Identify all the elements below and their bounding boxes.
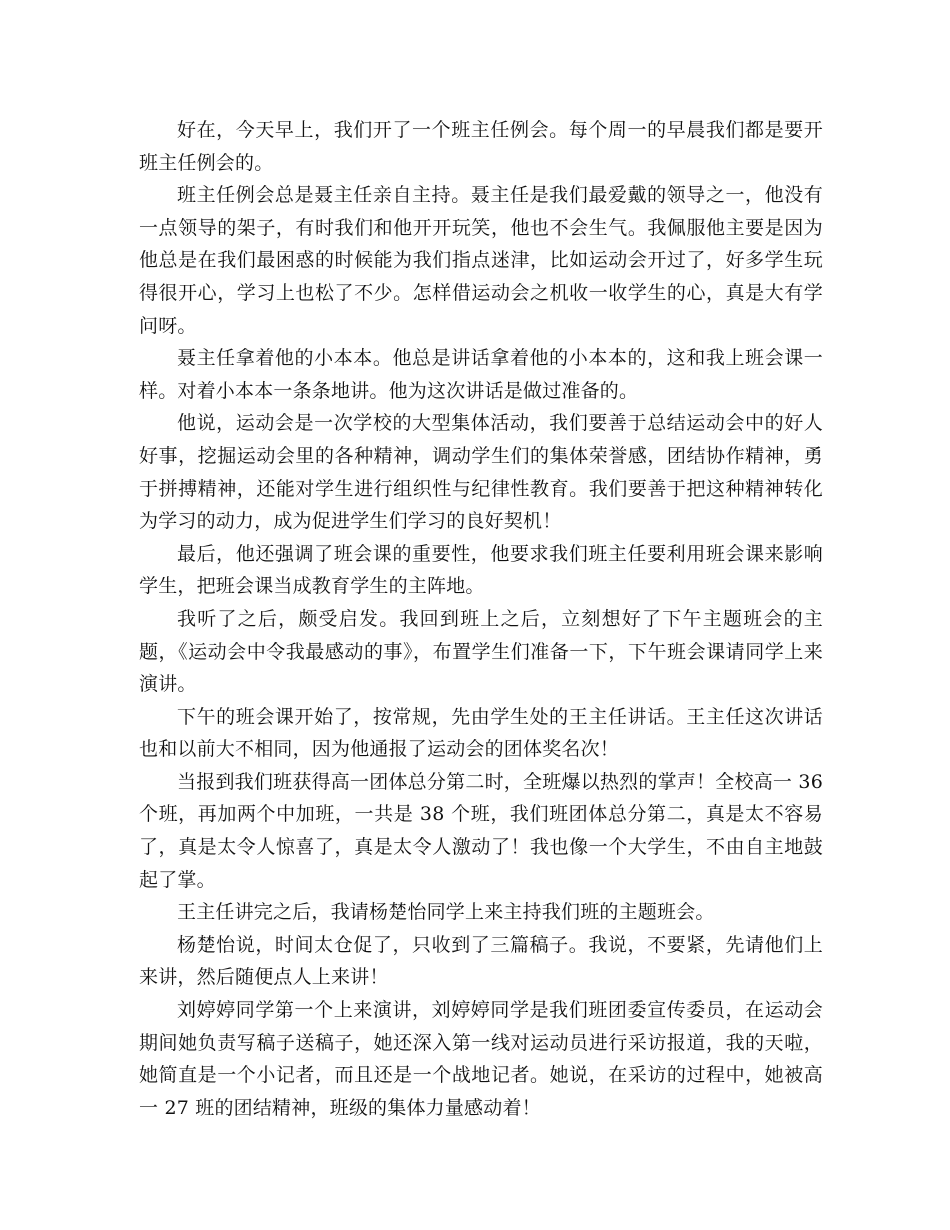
paragraph-8: 当报到我们班获得高一团体总分第二时，全班爆以热烈的掌声！全校高一 36 个班，再加两个中加班，一共是 38 个班，我们班团体总分第二，真是太不容易了，真是太令人惊喜了，真是太令人激动了！我也像一个大学生，不由自主地鼓起了掌。 <box>139 770 823 891</box>
paragraph-11: 刘婷婷同学第一个上来演讲，刘婷婷同学是我们班团委宣传委员，在运动会期间她负责写稿子送稿子，她还深入第一线对运动员进行采访报道，我的天啦，她简直是一个小记者，而且还是一个战地记者。她说，在采访的过程中，她被高一 27 班的团结精神，班级的集体力量感动着！ <box>139 999 823 1119</box>
paragraph-10: 杨楚怡说，时间太仓促了，只收到了三篇稿子。我说，不要紧，先请他们上来讲，然后随便点人上来讲！ <box>139 933 823 989</box>
paragraph-7: 下午的班会课开始了，按常规，先由学生处的王主任讲话。王主任这次讲话也和以前大不相同，因为他通报了运动会的团体奖名次！ <box>139 705 823 761</box>
paragraph-2: 班主任例会总是聂主任亲自主持。聂主任是我们最爱戴的领导之一，他没有一点领导的架子，有时我们和他开开玩笑，他也不会生气。我佩服他主要是因为他总是在我们最困惑的时候能为我们指点迷津，比如运动会开过了，好多学生玩得很开心，学习上也松了不少。怎样借运动会之机收一收学生的心，真是大有学问呀。 <box>139 184 823 337</box>
paragraph-5: 最后，他还强调了班会课的重要性，他要求我们班主任要利用班会课来影响学生，把班会课当成教育学生的主阵地。 <box>139 542 823 598</box>
document-body <box>139 114 823 1124</box>
paragraph-1: 好在，今天早上，我们开了一个班主任例会。每个周一的早晨我们都是要开班主任例会的。 <box>139 119 823 174</box>
paragraph-4: 他说，运动会是一次学校的大型集体活动，我们要善于总结运动会中的好人好事，挖掘运动会里的各种精神，调动学生们的集体荣誉感，团结协作精神，勇于拼搏精神，还能对学生进行组织性与纪律性教育。我们要善于把这种精神转化为学习的动力，成为促进学生们学习的良好契机！ <box>139 412 823 533</box>
paragraph-9: 王主任讲完之后，我请杨楚怡同学上来主持我们班的主题班会。 <box>177 901 715 924</box>
paragraph-3: 聂主任拿着他的小本本。他总是讲话拿着他的小本本的，这和我上班会课一样。对着小本本一条条地讲。他为这次讲话是做过准备的。 <box>139 347 823 402</box>
paragraph-6: 我听了之后，颇受启发。我回到班上之后，立刻想好了下午主题班会的主题，《运动会中令我最感动的事》，布置学生们准备一下，下午班会课请同学上来演讲。 <box>139 607 823 696</box>
